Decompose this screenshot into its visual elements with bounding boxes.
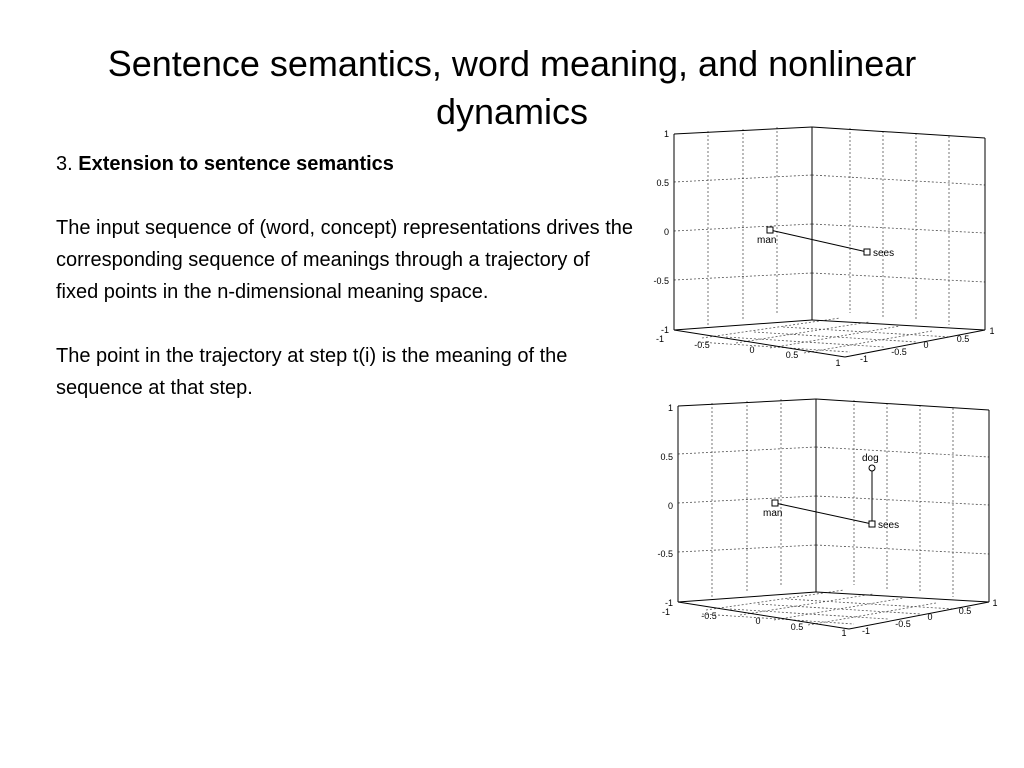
x-tick-label: 0 [749,345,755,355]
z-tick-label: 1 [667,403,673,413]
trajectory-plot-1-svg [640,120,1010,370]
z-tick-label: 0.5 [660,452,673,462]
section-heading [56,148,636,180]
z-tick-label: 0 [667,501,673,511]
y-tick-label: 0 [927,612,933,622]
z-tick-label: -1 [660,325,669,335]
point-marker-man [772,500,778,506]
trajectory-line-1 [775,503,872,524]
title-line-2: dynamics [435,91,589,132]
section-number: 3. [56,153,73,175]
point-label-sees: sees [878,520,900,531]
x-tick-label: 1 [841,628,847,638]
point-marker-sees [864,249,870,255]
x-tick-label: 0 [755,616,761,626]
body-text [56,148,636,436]
x-tick-label: -0.5 [701,611,717,621]
point-label-dog: dog [862,453,879,464]
x-tick-label: -1 [655,334,665,344]
z-tick-label: 1 [663,129,669,139]
z-tick-label: 0 [663,227,669,237]
trajectory-plot-2-svg [640,390,1010,640]
point-label-man: man [763,508,783,519]
trajectory-line [770,230,867,252]
point-marker-sees [869,521,875,527]
x-tick-label: -1 [661,607,671,617]
z-tick-label: 0.5 [656,178,669,188]
x-tick-label: -0.5 [694,340,710,350]
x-tick-label: 0.5 [785,350,799,360]
z-tick-label: -1 [664,598,673,608]
y-tick-label: 0.5 [958,606,972,616]
point-label-man: man [757,235,777,246]
paragraph-2: The point in the trajectory at step t(i) is the meaning of the sequence at that step. [56,345,568,399]
point-label-sees: sees [873,248,895,259]
y-tick-label: 1 [992,598,998,608]
point-marker-man [767,227,773,233]
y-tick-label: 0 [923,340,929,350]
y-tick-label: -0.5 [891,347,907,357]
title-line-1: Sentence semantics, word meaning, and nonlinear [107,43,917,84]
y-tick-label: -1 [859,354,869,364]
trajectory-plot-2 [640,390,1010,640]
y-tick-label: 1 [989,326,995,336]
trajectory-plot-1 [640,120,1010,370]
z-tick-label: -0.5 [653,276,669,286]
z-tick-label: -0.5 [657,549,673,559]
y-tick-label: -0.5 [895,619,911,629]
section-heading-text: Extension to sentence semantics [78,153,394,175]
y-tick-label: 0.5 [956,334,970,344]
x-tick-label: 1 [835,358,841,368]
y-tick-label: -1 [861,626,871,636]
paragraph-1: The input sequence of (word, concept) representations drives the corresponding sequence of meanings through a trajectory of fixed points in the n-dimensional meaning space. [56,217,633,303]
x-tick-label: 0.5 [790,622,804,632]
point-marker-dog [869,465,875,471]
